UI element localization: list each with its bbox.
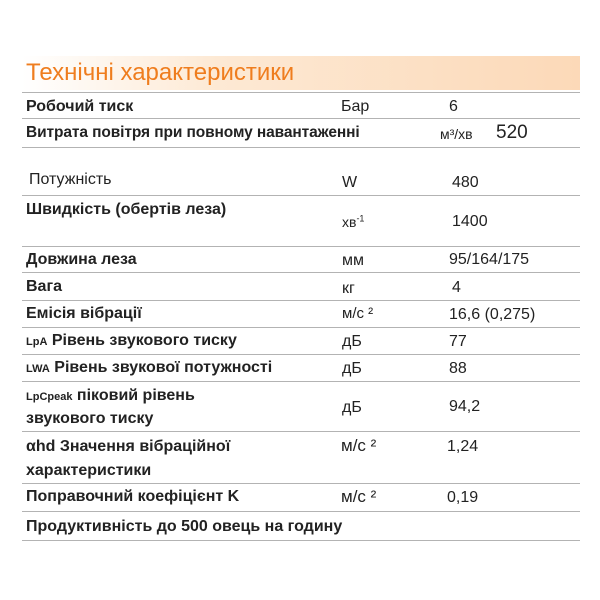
- table-rule: [22, 540, 580, 541]
- row-unit: дБ: [342, 399, 362, 416]
- row-value: 77: [449, 333, 467, 350]
- row-value: 480: [452, 174, 479, 191]
- row-label: Емісія вібрації: [26, 305, 142, 322]
- row-label: Довжина леза: [26, 251, 137, 268]
- row-value: 4: [452, 279, 461, 296]
- row-unit: W: [342, 174, 358, 191]
- row-label: Потужність: [29, 171, 112, 188]
- row-unit: м/с ²: [341, 436, 377, 455]
- table-rule: [22, 92, 580, 93]
- page-title: Технічні характеристики: [26, 59, 295, 86]
- row-label: Швидкість (обертів леза): [26, 201, 227, 218]
- row-label: [26, 386, 195, 407]
- row-unit: м/с ²: [341, 487, 377, 506]
- row-value: 6: [449, 98, 458, 115]
- row-label-line2: звукового тиску: [26, 410, 154, 427]
- table-rule: [22, 300, 580, 301]
- row-value: 1,24: [447, 438, 479, 455]
- table-rule: [22, 327, 580, 328]
- row-label: [26, 358, 272, 379]
- label-prefix: LWA: [26, 363, 50, 375]
- table-rule: [22, 431, 580, 432]
- row-label: αhd Значення вібраційної: [26, 438, 231, 455]
- table-rule: [22, 147, 580, 148]
- table-rule: [22, 483, 580, 484]
- label-prefix: LpA: [26, 336, 48, 348]
- row-unit: м³/хв: [440, 126, 473, 142]
- unit-base: хв: [342, 214, 357, 230]
- row-unit: дБ: [342, 333, 362, 350]
- row-unit: кг: [342, 280, 355, 297]
- table-rule: [22, 118, 580, 119]
- table-rule: [22, 246, 580, 247]
- row-label: Поправочний коефіцієнт K: [26, 488, 240, 505]
- row-label: Робочий тиск: [26, 98, 134, 115]
- table-rule: [22, 511, 580, 512]
- unit-superscript: -1: [356, 213, 365, 224]
- label-prefix: LpCpeak: [26, 391, 73, 403]
- row-value: 95/164/175: [449, 251, 530, 268]
- row-value: 16,6 (0,275): [449, 306, 536, 323]
- row-unit: [342, 212, 364, 232]
- row-label: [26, 331, 237, 352]
- row-unit: м/с ²: [342, 305, 374, 322]
- row-unit: мм: [342, 252, 364, 269]
- row-label: Вага: [26, 278, 63, 295]
- row-value: 1400: [452, 213, 488, 230]
- label-text: Рівень звукової потужності: [54, 359, 273, 376]
- row-value: 0,19: [447, 489, 479, 506]
- row-value: 88: [449, 360, 467, 377]
- row-label-line2: характеристики: [26, 462, 152, 479]
- row-label: Витрата повітря при повному навантаженні: [26, 124, 360, 141]
- table-rule: [22, 354, 580, 355]
- row-unit: Бар: [341, 98, 370, 115]
- row-value: 520: [496, 122, 528, 143]
- row-unit: дБ: [342, 360, 362, 377]
- label-text: Рівень звукового тиску: [51, 332, 237, 349]
- table-rule: [22, 272, 580, 273]
- footer-note: Продуктивність до 500 овець на годину: [26, 518, 343, 535]
- row-value: 94,2: [449, 398, 481, 415]
- table-rule: [22, 195, 580, 196]
- label-text: піковий рівень: [76, 387, 195, 404]
- table-rule: [22, 381, 580, 382]
